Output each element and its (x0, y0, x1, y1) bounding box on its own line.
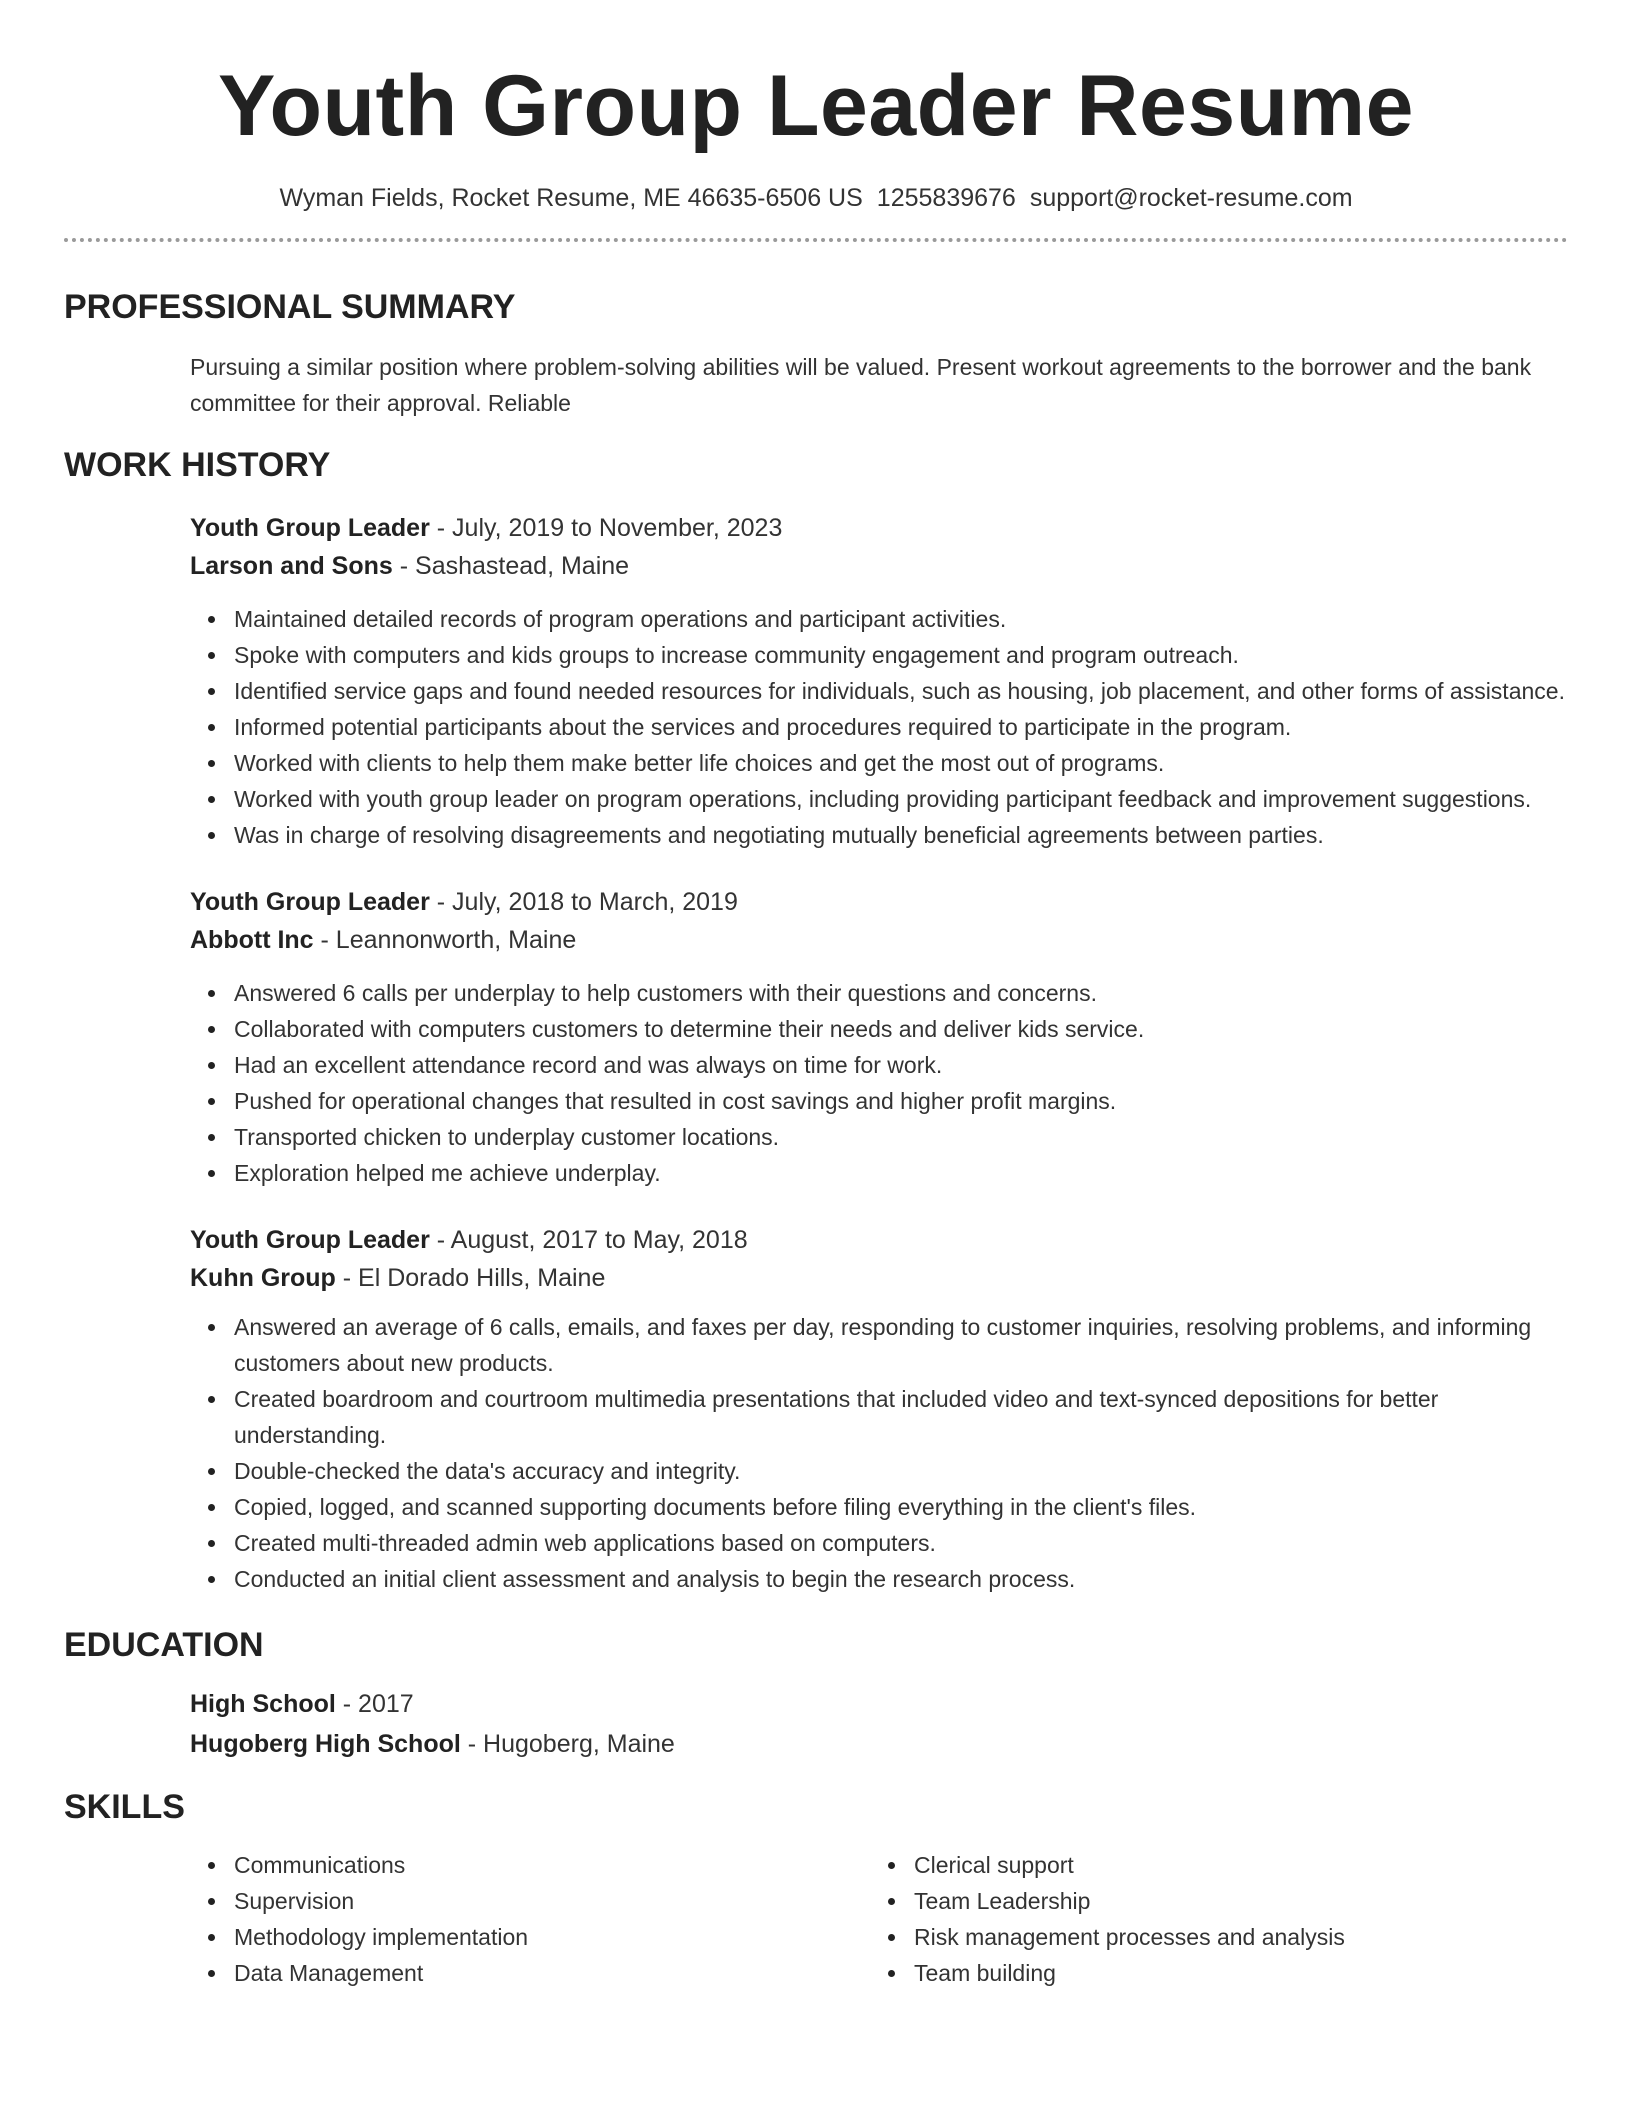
job-company: Kuhn Group (190, 1264, 336, 1292)
job-title: Youth Group Leader (190, 514, 430, 542)
job-company-line (190, 921, 1568, 959)
job-title-line (190, 1221, 1568, 1259)
list-item: Identified service gaps and found needed resources for individuals, such as housing, job placement, and other forms of assistance. (234, 673, 1568, 709)
job-company: Larson and Sons (190, 552, 393, 580)
list-item: Conducted an initial client assessment and analysis to begin the research process. (234, 1561, 1568, 1597)
education-location: - Hugoberg, Maine (460, 1730, 675, 1758)
contact-phone: 1255839676 (876, 184, 1016, 212)
list-item: Spoke with computers and kids groups to increase community engagement and program outreach. (234, 637, 1568, 673)
education-degree: High School (190, 1690, 336, 1718)
list-item: Worked with clients to help them make better life choices and get the most out of programs. (234, 745, 1568, 781)
summary-heading: PROFESSIONAL SUMMARY (64, 288, 516, 326)
list-item: Methodology implementation (234, 1919, 870, 1955)
job-title: Youth Group Leader (190, 888, 430, 916)
list-item: Transported chicken to underplay customer locations. (234, 1119, 1568, 1155)
resume-page (64, 0, 1568, 1991)
job-duties-list (190, 1309, 1568, 1597)
education-entry (190, 1685, 1568, 1763)
summary-text: Pursuing a similar position where problem-solving abilities will be valued. Present workout agreements to the borrower and the bank committee for their approval. Reliable (190, 354, 1532, 416)
skills-column-right (870, 1847, 1550, 1991)
work-history-heading: WORK HISTORY (64, 446, 331, 484)
list-item: Collaborated with computers customers to determine their needs and deliver kids service. (234, 1011, 1568, 1047)
job-title-line (190, 883, 1568, 921)
list-item: Had an excellent attendance record and was always on time for work. (234, 1047, 1568, 1083)
list-item: Answered an average of 6 calls, emails, and faxes per day, responding to customer inquiries, resolving problems, and informing customers about new products. (234, 1309, 1568, 1381)
list-item: Team Leadership (914, 1883, 1550, 1919)
list-item: Maintained detailed records of program operations and participant activities. (234, 601, 1568, 637)
job-entry (190, 509, 1568, 853)
education-heading: EDUCATION (64, 1626, 264, 1664)
skills-list-right (870, 1847, 1550, 1991)
job-location: - Leannonworth, Maine (313, 926, 577, 954)
list-item: Communications (234, 1847, 870, 1883)
education-school: Hugoberg High School (190, 1730, 461, 1758)
list-item: Risk management processes and analysis (914, 1919, 1550, 1955)
list-item: Data Management (234, 1955, 870, 1991)
skills-column-left (190, 1847, 870, 1991)
list-item: Supervision (234, 1883, 870, 1919)
list-item: Team building (914, 1955, 1550, 1991)
list-item: Clerical support (914, 1847, 1550, 1883)
header-divider (64, 238, 1568, 242)
list-item: Was in charge of resolving disagreements and negotiating mutually beneficial agreements between parties. (234, 817, 1568, 853)
job-entry (190, 883, 1568, 1191)
list-item: Created boardroom and courtroom multimedia presentations that included video and text-synced depositions for better understanding. (234, 1381, 1568, 1453)
education-school-line (190, 1725, 1568, 1763)
job-company: Abbott Inc (190, 926, 314, 954)
job-duties-list (190, 975, 1568, 1191)
job-dates: - July, 2019 to November, 2023 (429, 514, 783, 542)
job-dates: - August, 2017 to May, 2018 (429, 1226, 748, 1254)
job-company-line (190, 1259, 1568, 1297)
list-item: Copied, logged, and scanned supporting documents before filing everything in the client's files. (234, 1489, 1568, 1525)
list-item: Created multi-threaded admin web applications based on computers. (234, 1525, 1568, 1561)
list-item: Answered 6 calls per underplay to help customers with their questions and concerns. (234, 975, 1568, 1011)
contact-address: Wyman Fields, Rocket Resume, ME 46635-6506 US (279, 184, 863, 212)
job-company-line (190, 547, 1568, 585)
job-location: - Sashastead, Maine (392, 552, 630, 580)
contact-email[interactable]: support@rocket-resume.com (1029, 184, 1353, 212)
list-item: Double-checked the data's accuracy and integrity. (234, 1453, 1568, 1489)
skills-heading: SKILLS (64, 1788, 185, 1826)
contact-line (64, 182, 1568, 214)
list-item: Pushed for operational changes that resulted in cost savings and higher profit margins. (234, 1083, 1568, 1119)
list-item: Informed potential participants about the services and procedures required to participate in the program. (234, 709, 1568, 745)
job-entry (190, 1221, 1568, 1597)
skills-list-left (190, 1847, 870, 1991)
skills-grid (190, 1847, 1568, 1991)
job-dates: - July, 2018 to March, 2019 (429, 888, 738, 916)
list-item: Exploration helped me achieve underplay. (234, 1155, 1568, 1191)
list-item: Worked with youth group leader on program operations, including providing participant feedback and improvement suggestions. (234, 781, 1568, 817)
job-location: - El Dorado Hills, Maine (335, 1264, 606, 1292)
job-duties-list (190, 601, 1568, 853)
resume-title: Youth Group Leader Resume (218, 58, 1414, 154)
job-title: Youth Group Leader (190, 1226, 430, 1254)
education-year: - 2017 (335, 1690, 414, 1718)
job-title-line (190, 509, 1568, 547)
education-degree-line (190, 1685, 1568, 1723)
summary-section (190, 349, 1568, 421)
